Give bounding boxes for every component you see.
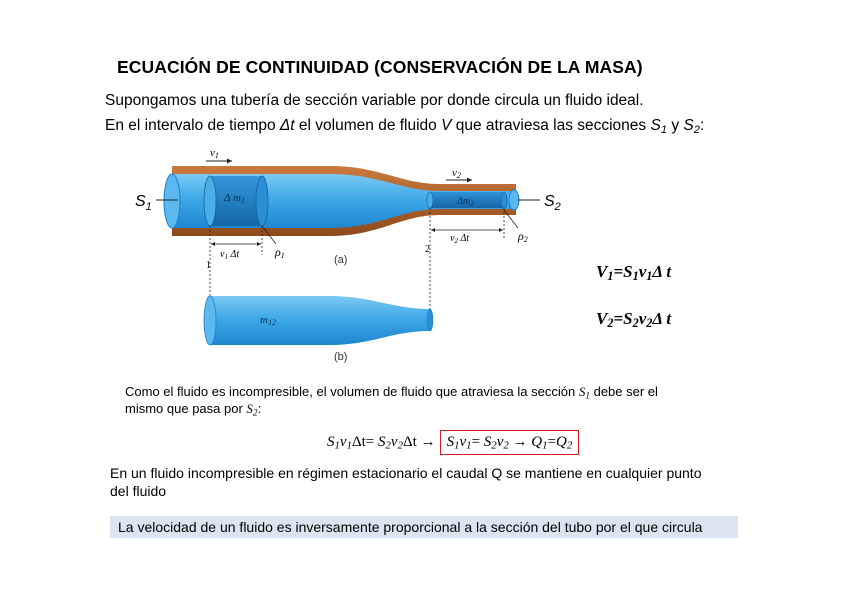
inlet-section bbox=[164, 174, 180, 228]
conclusion-line-2: del fluido bbox=[110, 483, 167, 499]
outlet-section bbox=[509, 190, 519, 210]
result-box: $S_1v_1= S_2v_2 \to Q_1=Q_2$ bbox=[440, 430, 580, 455]
label-dm1: Δ m1 bbox=[224, 192, 245, 205]
equation-v2: $V_2=S_2v_2\Delta$ t bbox=[596, 309, 672, 331]
note-line-2: mismo que pasa por $S_2$: bbox=[125, 401, 262, 419]
caption-a: (a) bbox=[334, 254, 348, 266]
label-v1: v1 bbox=[210, 147, 219, 160]
label-v1dt: $v_1$ Δt bbox=[220, 249, 240, 261]
page-title: ECUACIÓN DE CONTINUIDAD (CONSERVACIÓN DE LA MASA) bbox=[117, 57, 643, 77]
label-s2: $S_2$ bbox=[544, 193, 561, 213]
label-s1: $S_1$ bbox=[135, 193, 152, 213]
label-rho1: ρ1 bbox=[275, 245, 285, 260]
label-v2: v2 bbox=[452, 167, 461, 180]
continuity-equation: $S_1v_1\Delta t= S_2v_2\Delta t \to S_1v_1= S_2v_2 \to Q_1=Q_2$ bbox=[327, 430, 579, 455]
label-m12: m12 bbox=[260, 314, 276, 327]
conclusion-line-1: En un fluido incompresible en régimen estacionario el caudal Q se mantiene en cualquier punto bbox=[110, 465, 702, 481]
intro-paragraph: Supongamos una tubería de sección variable por donde circula un fluido ideal. bbox=[105, 92, 644, 109]
highlight-statement: La velocidad de un fluido es inversamente proporcional a la sección del tubo por el que circula bbox=[110, 516, 738, 538]
label-rho2: ρ2 bbox=[518, 229, 528, 244]
equation-v1: $V_1=S_1v_1\Delta$ t bbox=[596, 262, 672, 284]
marker-1: 1 bbox=[206, 260, 211, 271]
fluid-body-b bbox=[210, 296, 430, 345]
label-dm2: $\Delta m_2$ bbox=[457, 196, 474, 208]
interval-paragraph: En el intervalo de tiempo Δt el volumen de fluido V que atraviesa las secciones $S_1$ y $S_2$: bbox=[105, 117, 705, 136]
note-line-1: Como el fluido es incompresible, el volumen de fluido que atraviesa la sección $S_1$ debe ser el bbox=[125, 384, 658, 402]
label-v2dt: $v_2$ Δt bbox=[450, 233, 470, 245]
caption-b: (b) bbox=[334, 351, 348, 363]
marker-2: 2 bbox=[425, 244, 430, 255]
